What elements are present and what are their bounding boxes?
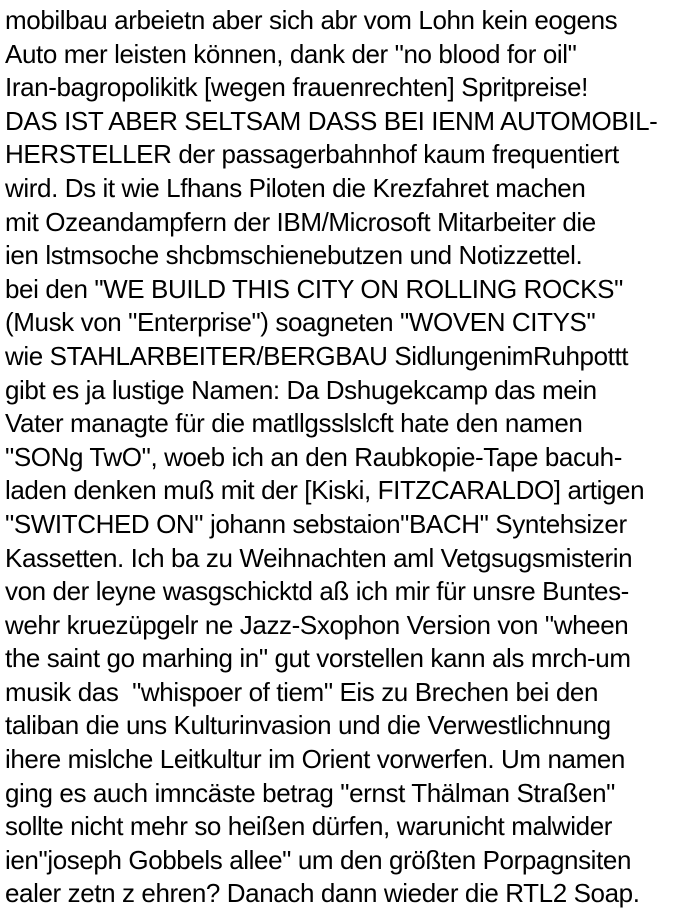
text-line: wie STAHLARBEITER/BERGBAU SidlungenimRuhpottt bbox=[5, 340, 629, 371]
text-line: Vater managte für die matllgsslslcft hate den namen bbox=[5, 408, 583, 439]
text-line: DAS IST ABER SELTSAM DASS BEI IENM AUTOMOBIL- bbox=[5, 105, 658, 136]
text-line: von der leyne wasgschicktd aß ich mir für unsre Buntes- bbox=[5, 576, 629, 607]
text-line: wird. Ds it wie Lfhans Piloten die Krezfahret machen bbox=[5, 172, 586, 203]
text-line: ihere mislche Leitkultur im Orient vorwerfen. Um namen bbox=[5, 744, 625, 775]
text-line: sollte nicht mehr so heißen dürfen, warunicht malwider bbox=[5, 811, 613, 842]
text-line: the saint go marhing in" gut vorstellen kann als mrch-um bbox=[5, 643, 631, 674]
text-line: gibt es ja lustige Namen: Da Dshugekcamp das mein bbox=[5, 374, 597, 405]
text-line: Kassetten. Ich ba zu Weihnachten aml Vetgsugsmisterin bbox=[5, 542, 633, 573]
text-line: HERSTELLER der passagerbahnhof kaum frequentiert bbox=[5, 139, 619, 170]
text-line: ien lstmsoche shcbmschienebutzen und Notizzettel. bbox=[5, 240, 583, 271]
text-line: mobilbau arbeietn aber sich abr vom Lohn kein eogens bbox=[5, 5, 618, 35]
text-line: musik das "whispoer of tiem" Eis zu Brechen bei den bbox=[5, 676, 599, 707]
text-line: "SONg TwO", woeb ich an den Raubkopie-Tape bacuh- bbox=[5, 441, 622, 472]
text-line: Auto mer leisten können, dank der "no blood for oil" bbox=[5, 38, 577, 69]
text-line: ealer zetn z ehren? Danach dann wieder die RTL2 Soap. bbox=[5, 878, 640, 909]
text-line: ien"joseph Gobbels allee" um den größten Porpagnsiten bbox=[5, 844, 632, 875]
text-line: mit Ozeandampfern der IBM/Microsoft Mitarbeiter die bbox=[5, 206, 596, 237]
text-line: bei den "WE BUILD THIS CITY ON ROLLING ROCKS" bbox=[5, 273, 623, 304]
text-line: wehr kruezüpgelr ne Jazz-Sxophon Version von "wheen bbox=[5, 609, 629, 640]
text-line: ging es auch imncäste betrag "ernst Thälman Straßen" bbox=[5, 777, 615, 808]
text-line: Iran-bagropolikitk [wegen frauenrechten] Spritpreise! bbox=[5, 72, 588, 103]
text-line: "SWITCHED ON" johann sebstaion"BACH" Syntehsizer bbox=[5, 508, 627, 539]
text-line: taliban die uns Kulturinvasion und die Verwestlichnung bbox=[5, 710, 611, 741]
text-line: laden denken muß mit der [Kiski, FITZCARALDO] artigen bbox=[5, 475, 645, 506]
text-line: (Musk von "Enterprise") soagneten "WOVEN CITYS" bbox=[5, 307, 596, 338]
